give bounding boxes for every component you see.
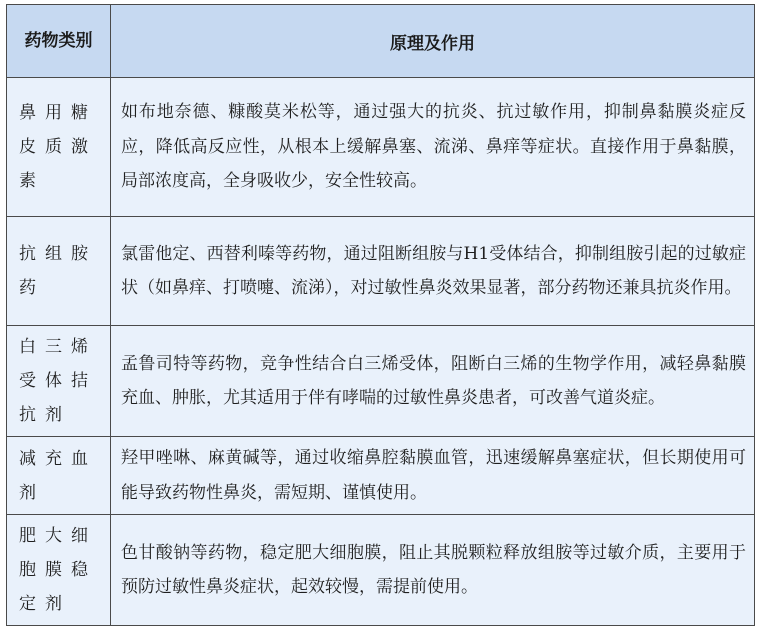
table-row: [7, 437, 755, 515]
header-mechanism: 原理及作用: [111, 5, 755, 78]
row-description: 色甘酸钠等药物，稳定肥大细胞膜，阻止其脱颗粒释放组胺等过敏介质，主要用于预防过敏性鼻炎症状，起效较慢，需提前使用。: [111, 515, 755, 626]
row-category: 抗组胺药: [7, 217, 111, 326]
table-row: [7, 515, 755, 626]
row-description: 氯雷他定、西替利嗪等药物，通过阻断组胺与H1受体结合，抑制组胺引起的过敏症状（如鼻痒、打喷嚏、流涕），对过敏性鼻炎效果显著，部分药物还兼具抗炎作用。: [111, 217, 755, 326]
row-category: 减充血剂: [7, 437, 111, 515]
table-row: [7, 326, 755, 437]
row-category: 鼻用糖皮质激素: [7, 78, 111, 217]
table-row: [7, 217, 755, 326]
row-category: 白三烯受体拮抗剂: [7, 326, 111, 437]
header-category: 药物类别: [7, 5, 111, 78]
row-description: 如布地奈德、糠酸莫米松等，通过强大的抗炎、抗过敏作用，抑制鼻黏膜炎症反应，降低高反应性，从根本上缓解鼻塞、流涕、鼻痒等症状。直接作用于鼻黏膜，局部浓度高，全身吸收少，安全性较高。: [111, 78, 755, 217]
table-body: [7, 78, 755, 626]
table-header: [7, 5, 755, 78]
row-category: 肥大细胞膜稳定剂: [7, 515, 111, 626]
row-description: 孟鲁司特等药物，竞争性结合白三烯受体，阻断白三烯的生物学作用，减轻鼻黏膜充血、肿胀，尤其适用于伴有哮喘的过敏性鼻炎患者，可改善气道炎症。: [111, 326, 755, 437]
row-description: 羟甲唑啉、麻黄碱等，通过收缩鼻腔黏膜血管，迅速缓解鼻塞症状，但长期使用可能导致药物性鼻炎，需短期、谨慎使用。: [111, 437, 755, 515]
drug-table: [6, 4, 755, 626]
header-row: [7, 5, 755, 78]
table-row: [7, 78, 755, 217]
